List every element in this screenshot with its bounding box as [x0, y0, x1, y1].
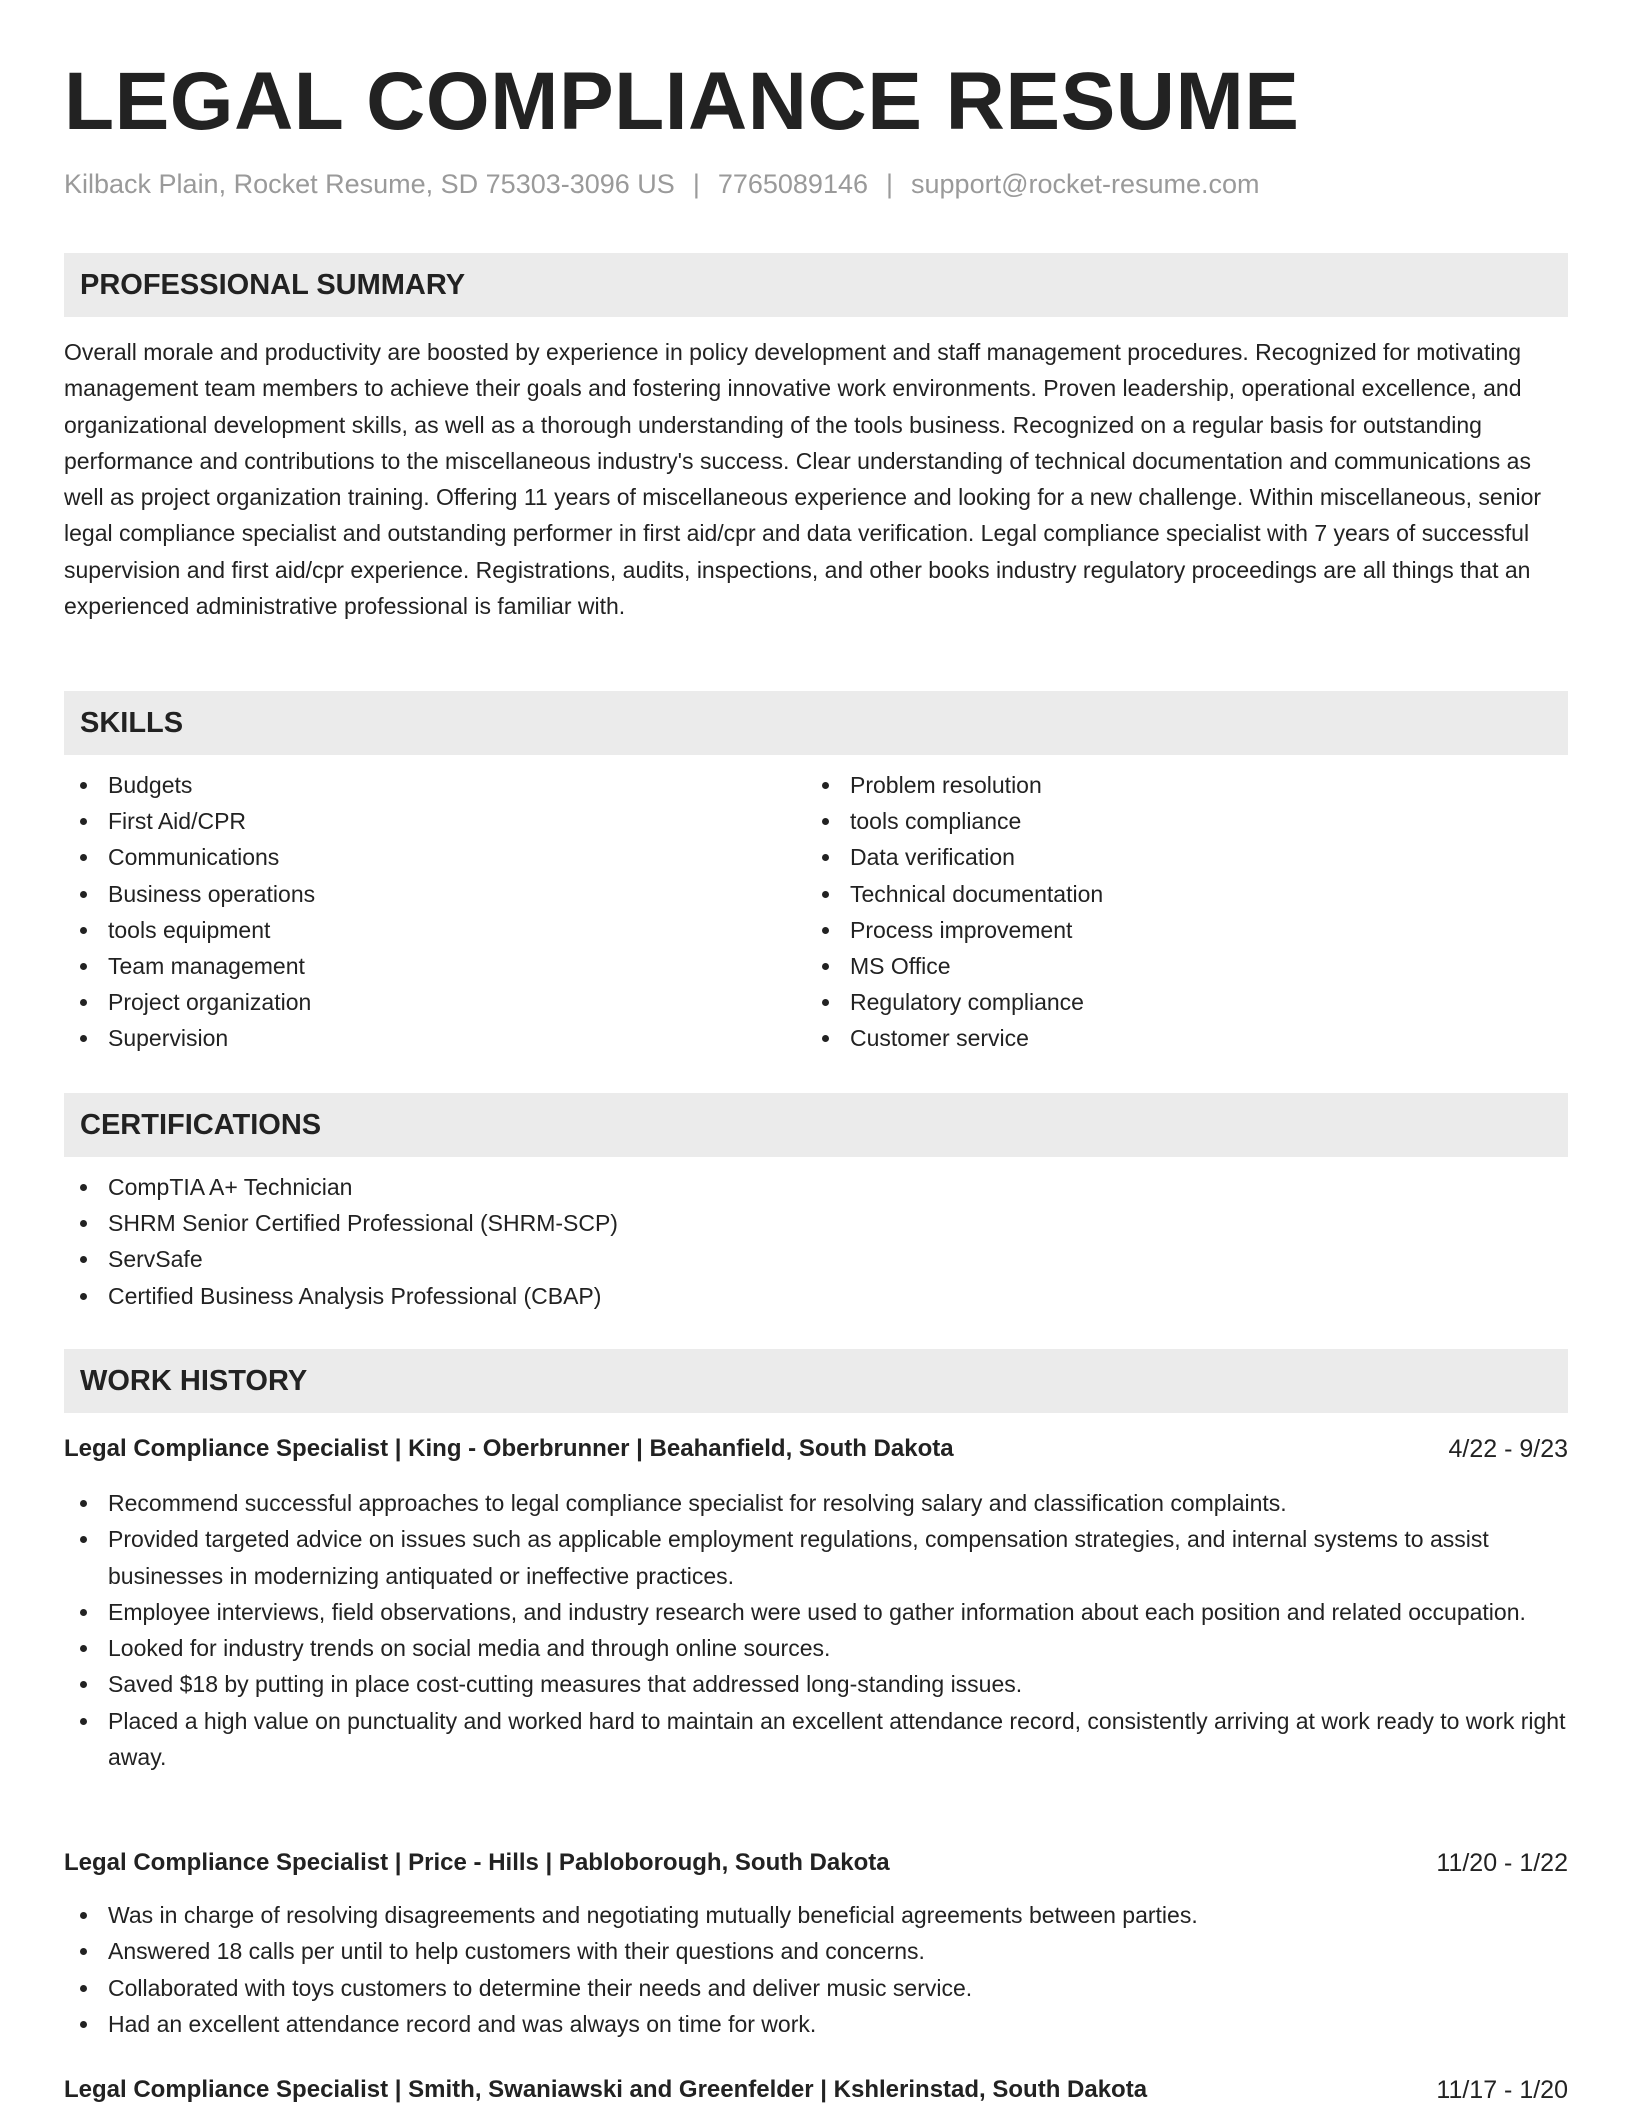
skill-item: tools equipment — [64, 912, 804, 948]
job-bullet: Looked for industry trends on social media and through online sources. — [64, 1630, 1568, 1666]
skill-item: Business operations — [64, 876, 804, 912]
job-title: Legal Compliance Specialist | King - Oberbrunner | Beahanfield, South Dakota — [64, 1435, 954, 1462]
skill-item: Supervision — [64, 1020, 804, 1056]
skill-item: Communications — [64, 839, 804, 875]
skill-item: First Aid/CPR — [64, 803, 804, 839]
job-header — [64, 2072, 1568, 2108]
job-bullet: Collaborated with toys customers to determine their needs and deliver music service. — [64, 1970, 1568, 2006]
contact-phone: 7765089146 — [717, 169, 868, 199]
job-title: Legal Compliance Specialist | Price - Hills | Pabloborough, South Dakota — [64, 1849, 890, 1876]
job-title: Legal Compliance Specialist | Smith, Swaniawski and Greenfelder | Kshlerinstad, South Dakota — [64, 2076, 1148, 2103]
job-dates: 11/20 - 1/22 — [1436, 1849, 1568, 1877]
certification-item: ServSafe — [64, 1241, 1568, 1277]
job-bullets — [64, 1485, 1568, 1775]
job-bullet: Provided targeted advice on issues such as applicable employment regulations, compensation strategies, and internal systems to assist businesses in modernizing antiquated or ineffective practices. — [64, 1521, 1568, 1594]
skills-list-left — [64, 767, 804, 1057]
job-bullet: Recommend successful approaches to legal compliance specialist for resolving salary and classification complaints. — [64, 1485, 1568, 1521]
skill-item: Customer service — [806, 1020, 1568, 1056]
skill-item: MS Office — [806, 948, 1568, 984]
section-heading-certifications: CERTIFICATIONS — [64, 1093, 1568, 1157]
skill-item: Regulatory compliance — [806, 984, 1568, 1020]
job-bullet: Employee interviews, field observations, and industry research were used to gather information about each position and related occupation. — [64, 1594, 1568, 1630]
skill-item: Team management — [64, 948, 804, 984]
skill-item: tools compliance — [806, 803, 1568, 839]
job-bullet: Saved $18 by putting in place cost-cutting measures that addressed long-standing issues. — [64, 1666, 1568, 1702]
skill-item: Budgets — [64, 767, 804, 803]
contact-line — [64, 166, 1260, 202]
job-bullet: Placed a high value on punctuality and worked hard to maintain an excellent attendance record, consistently arriving at work ready to work right away. — [64, 1703, 1568, 1776]
certification-item: SHRM Senior Certified Professional (SHRM-SCP) — [64, 1205, 1568, 1241]
job-bullet: Had an excellent attendance record and was always on time for work. — [64, 2006, 1568, 2042]
skill-item: Process improvement — [806, 912, 1568, 948]
section-heading-work-history: WORK HISTORY — [64, 1349, 1568, 1413]
job-header — [64, 1845, 1568, 1881]
section-heading-skills: SKILLS — [64, 691, 1568, 755]
resume-title: LEGAL COMPLIANCE RESUME — [64, 56, 1300, 147]
summary-text: Overall morale and productivity are boosted by experience in policy development and staff management procedures. Recognized for motivating management team members to achieve their goals and fostering innovative work environments. Proven leadership, operational excellence, and organizational development skills, as well as a thorough understanding of the tools business. Recognized on a regular basis for outstanding performance and contributions to the miscellaneous industry's success. Clear understanding of technical documentation and communications as well as project organization training. Offering 11 years of miscellaneous experience and looking for a new challenge. Within miscellaneous, senior legal compliance specialist and outstanding performer in first aid/cpr and data verification. Legal compliance specialist with 7 years of successful supervision and first aid/cpr experience. Registrations, audits, inspections, and other books industry regulatory proceedings are all things that an experienced administrative professional is familiar with. — [64, 339, 1542, 620]
contact-separator: | — [886, 169, 894, 199]
certification-item: CompTIA A+ Technician — [64, 1169, 1568, 1205]
contact-address: Kilback Plain, Rocket Resume, SD 75303-3096 US — [64, 169, 675, 199]
certification-item: Certified Business Analysis Professional (CBAP) — [64, 1278, 1568, 1314]
job-dates: 11/17 - 1/20 — [1436, 2076, 1568, 2104]
skill-item: Project organization — [64, 984, 804, 1020]
job-bullet: Was in charge of resolving disagreements and negotiating mutually beneficial agreements between parties. — [64, 1897, 1568, 1933]
skill-item: Data verification — [806, 839, 1568, 875]
skill-item: Problem resolution — [806, 767, 1568, 803]
job-header — [64, 1431, 1568, 1467]
job-bullets — [64, 1897, 1568, 2042]
job-bullet: Answered 18 calls per until to help customers with their questions and concerns. — [64, 1933, 1568, 1969]
job-dates: 4/22 - 9/23 — [1448, 1435, 1568, 1463]
skills-list-right — [806, 767, 1568, 1057]
section-heading-summary: PROFESSIONAL SUMMARY — [64, 253, 1568, 317]
skill-item: Technical documentation — [806, 876, 1568, 912]
contact-separator: | — [692, 169, 700, 199]
contact-email: support@rocket-resume.com — [911, 169, 1260, 199]
certifications-list — [64, 1169, 1568, 1314]
